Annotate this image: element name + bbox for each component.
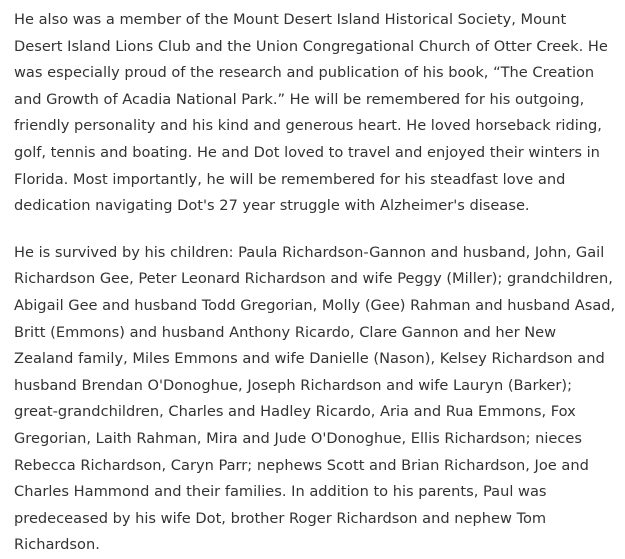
survivors-paragraph: He is survived by his children: Paula Richardson-Gannon and husband, John, Gail Richardson Gee, Peter Leonard Richardson and wife Peggy (Miller); grandchildren, Abigail Gee and husband Todd Gregorian, Molly (Gee) Rahman and husband Asad, Britt (Emmons) and husband Anthony Ricardo, Clare Gannon and her New Zealand family, Miles Emmons and wife Danielle (Nason), Kelsey Richardson and husband Brendan O'Donoghue, Joseph Richardson and wife Lauryn (Barker); great-grandchildren, Charles and Hadley Ricardo, Aria and Rua Emmons, Fox Gregorian, Laith Rahman, Mira and Jude O'Donoghue, Ellis Richardson; nieces Rebecca Richardson, Caryn Parr; nephews Scott and Brian Richardson, Joe and Charles Hammond and their families. In addition to his parents, Paul was predeceased by his wife Dot, brother Roger Richardson and nephew Tom Richardson. xyxy=(14,243,616,554)
memberships-paragraph: He also was a member of the Mount Desert Island Historical Society, Mount Desert Island Lions Club and the Union Congregational Church of Otter Creek. He was especially proud of the research and publication of his book, “The Creation and Growth of Acadia National Park.” He will be remembered for his outgoing, friendly personality and his kind and generous heart. He loved horseback riding, golf, tennis and boating. He and Dot loved to travel and enjoyed their winters in Florida. Most importantly, he will be remembered for his steadfast love and dedication navigating Dot's 27 year struggle with Alzheimer's disease. xyxy=(14,11,608,215)
